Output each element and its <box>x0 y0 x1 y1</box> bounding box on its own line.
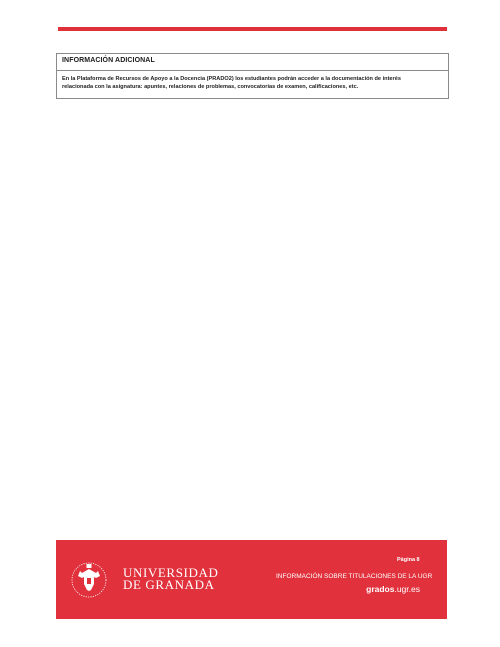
additional-info-box <box>56 53 449 99</box>
university-seal-icon <box>71 560 107 600</box>
page-footer <box>56 540 447 619</box>
grados-link[interactable] <box>366 584 420 594</box>
grados-link-rest: .ugr.es <box>394 584 420 594</box>
university-name-line-1: UNIVERSIDAD <box>123 565 219 580</box>
info-box-line-1: En la Plataforma de Recursos de Apoyo a la Docencia (PRADO2) los estudiantes podrán acceder a la documentación de interés <box>62 76 401 82</box>
grados-link-bold: grados <box>366 584 395 594</box>
info-box-title: INFORMACIÓN ADICIONAL <box>57 54 448 71</box>
info-box-line-2: relacionada con la asignatura: apuntes, relaciones de problemas, convocatorias de examen, calificaciones, etc. <box>62 84 359 90</box>
titulaciones-label: INFORMACIÓN SOBRE TITULACIONES DE LA UGR <box>276 573 433 580</box>
top-accent-rule <box>58 27 447 31</box>
page-number: Página 8 <box>397 557 420 563</box>
info-box-body <box>57 71 448 91</box>
university-name <box>123 567 218 591</box>
university-name-line-2: DE GRANADA <box>123 577 215 592</box>
